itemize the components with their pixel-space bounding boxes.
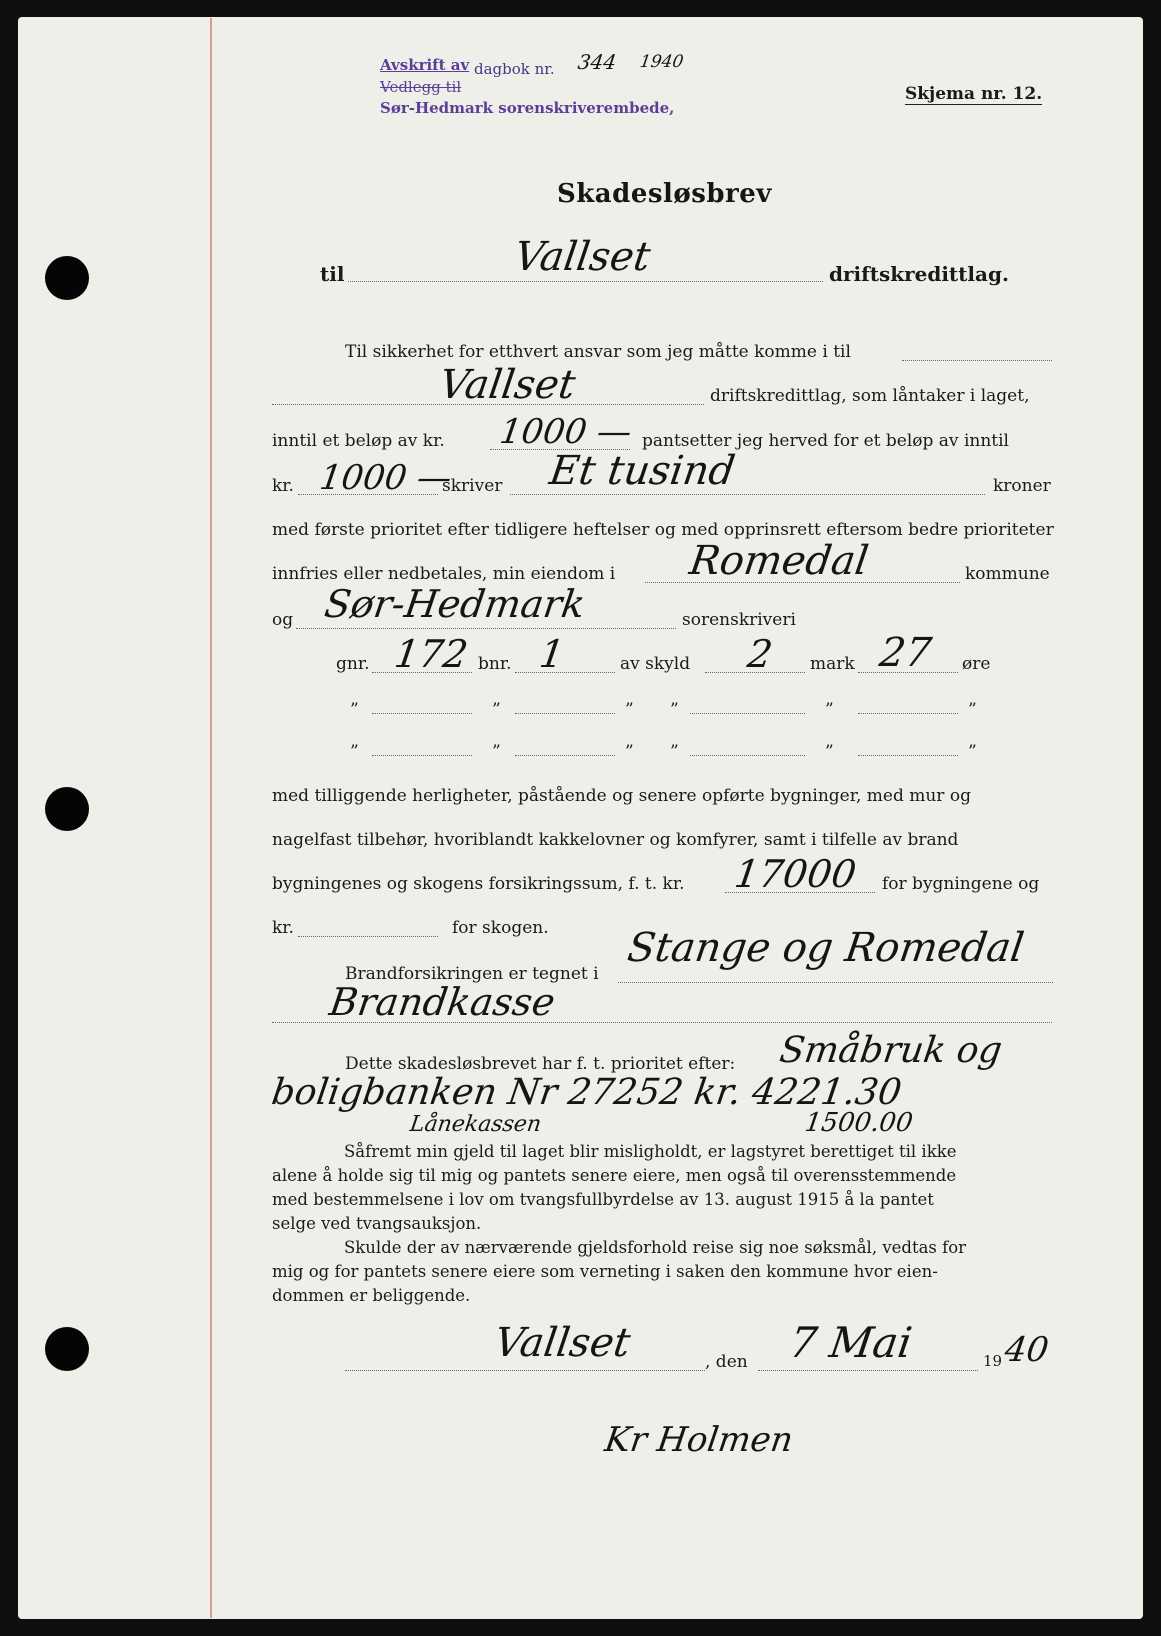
line-7-og: og [272, 610, 294, 630]
insurer-name: Stange og Romedal [624, 925, 1027, 971]
stamp-avskrift: Avskrift av [380, 56, 470, 74]
priority-second-amount: 1500.00 [802, 1108, 915, 1138]
ditto-mark: ” [350, 700, 359, 720]
line-14-skogen: for skogen. [452, 918, 549, 938]
paragraph-2-line: mig og for pantets senere eiere som verneting i saken den kommune hvor eien- [272, 1262, 938, 1281]
mark-label: mark [810, 654, 855, 674]
line-3-end: pantsetter jeg herved for et beløp av inntil [642, 431, 1009, 451]
ditto-mark: ” [968, 700, 977, 720]
skyld-value: 2 [744, 632, 776, 676]
til-suffix: driftskredittlag. [829, 262, 1009, 286]
paragraph-2 [272, 1236, 1052, 1308]
priority-creditor: Småbruk og [777, 1030, 1005, 1071]
line-4-amount: 1000 — [317, 458, 455, 498]
gnr-label: gnr. [336, 654, 370, 674]
stamp-year: 1940 [638, 52, 685, 72]
stamp-dagbok-number: 344 [576, 50, 618, 74]
line-2-handwriting: Vallset [436, 362, 579, 408]
line-6-start: innfries eller nedbetales, min eiendom i [272, 564, 616, 584]
insurance-amount: 17000 [731, 852, 859, 896]
line-4-kroner: kroner [993, 476, 1051, 496]
ditto-mark: ” [825, 742, 834, 762]
signing-place: Vallset [491, 1320, 634, 1366]
stamp-court: Sør-Hedmark sorenskriverembede, [380, 99, 675, 117]
line-12: nagelfast tilbehør, hvoriblandt kakkelovner og komfyrer, samt i tilfelle av brand [272, 830, 959, 850]
line-6-municipality: Romedal [686, 538, 872, 584]
ditto-mark: ” [670, 700, 679, 720]
signature: Kr Holmen [602, 1420, 796, 1460]
line-4-words: Et tusind [546, 448, 738, 494]
bnr-label: bnr. [478, 654, 512, 674]
insurer-type: Brandkasse [326, 980, 558, 1024]
line-7-district: Sør-Hedmark [321, 582, 588, 626]
ditto-mark: ” [350, 742, 359, 762]
priority-second-creditor: Lånekassen [408, 1112, 543, 1137]
priority-detail: boligbanken Nr 27252 kr. 4221.30 [269, 1072, 905, 1113]
line-2: driftskredittlag, som låntaker i laget, [710, 386, 1030, 406]
line-4-skriver: skriver [442, 476, 503, 496]
til-label: til [320, 262, 345, 286]
gnr-value: 172 [391, 632, 471, 676]
punch-hole [45, 256, 89, 300]
bnr-value: 1 [536, 632, 568, 676]
stamp-struck-text: Vedlegg til [380, 78, 462, 96]
ore-label: øre [962, 654, 991, 674]
signing-date: 7 Mai [786, 1318, 916, 1367]
line-11: med tilliggende herligheter, påstående og senere opførte bygninger, med mur og [272, 786, 971, 806]
margin-rule [210, 18, 212, 1618]
line-3-start: inntil et beløp av kr. [272, 431, 445, 451]
paragraph-2-line: dommen er beliggende. [272, 1286, 471, 1305]
paragraph-1-line: med bestemmelsene i lov om tvangsfullbyrdelse av 13. august 1915 å la pantet [272, 1190, 934, 1209]
line-5: med første prioritet efter tidligere heftelser og med opprinsrett eftersom bedre prioriteter [272, 520, 1054, 540]
ditto-mark: ” [825, 700, 834, 720]
line-13-start: bygningenes og skogens forsikringssum, f. t. kr. [272, 874, 685, 894]
ditto-mark: ” [492, 742, 501, 762]
page-title: Skadesløsbrev [557, 179, 772, 209]
line-14-kr: kr. [272, 918, 294, 938]
line-4-kr: kr. [272, 476, 294, 496]
line-13-end: for bygningene og [882, 874, 1040, 894]
year-suffix: 40 [1002, 1330, 1052, 1370]
line-17: Dette skadesløsbrevet har f. t. prioritet efter: [345, 1054, 736, 1074]
line-6-kommune: kommune [965, 564, 1050, 584]
paragraph-1 [272, 1140, 1052, 1236]
skyld-label: av skyld [620, 654, 691, 674]
paragraph-1-line: alene å holde sig til mig og pantets senere eiere, men også til overensstemmende [272, 1166, 957, 1185]
ditto-mark: ” [625, 742, 634, 762]
paragraph-1-line: Såfremt min gjeld til laget blir misligholdt, er lagstyret berettiget til ikke [344, 1142, 957, 1161]
ditto-mark: ” [968, 742, 977, 762]
til-handwriting: Vallset [511, 234, 654, 280]
mark-value: 27 [876, 630, 935, 676]
paragraph-1-line: selge ved tvangsauksjon. [272, 1214, 482, 1233]
line-7-sorenskriveri: sorenskriveri [682, 610, 796, 630]
punch-hole [45, 1327, 89, 1371]
line-15: Brandforsikringen er tegnet i [345, 964, 599, 984]
line-3-amount: 1000 — [497, 412, 635, 452]
line-1: Til sikkerhet for etthvert ansvar som jeg måtte komme i til [345, 342, 851, 362]
stamp-dagbok-label: dagbok nr. [474, 60, 555, 78]
year-prefix: 19 [983, 1352, 1003, 1370]
schema-number: Skjema nr. 12. [905, 84, 1043, 104]
ditto-mark: ” [492, 700, 501, 720]
punch-hole [45, 787, 89, 831]
paragraph-2-line: Skulde der av nærværende gjeldsforhold reise sig noe søksmål, vedtas for [344, 1238, 967, 1257]
den-label: , den [705, 1352, 748, 1372]
ditto-mark: ” [625, 700, 634, 720]
ditto-mark: ” [670, 742, 679, 762]
